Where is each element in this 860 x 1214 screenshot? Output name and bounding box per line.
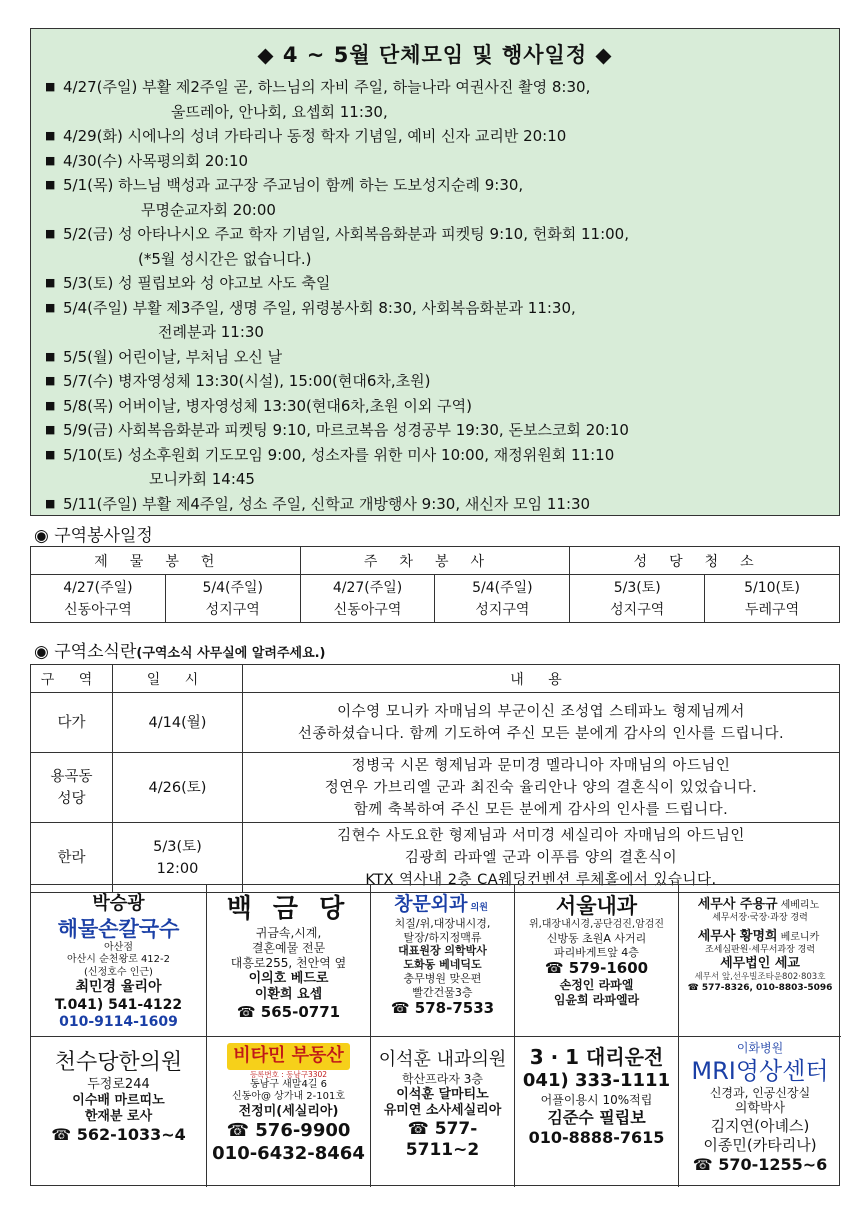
service-date: 5/3(토) bbox=[613, 579, 661, 596]
event-item bbox=[31, 443, 839, 492]
ad-line: 동남구 새말4길 6 bbox=[249, 1078, 328, 1090]
ad-box bbox=[515, 885, 679, 1037]
square-bullet-icon: ■ bbox=[45, 178, 56, 191]
ad-line: 어플이용시 10%적립 bbox=[540, 1092, 653, 1107]
ad-box bbox=[371, 885, 515, 1037]
square-bullet-icon: ■ bbox=[45, 374, 56, 387]
ad-box bbox=[371, 1037, 515, 1187]
ad-line: 010-9114-1609 bbox=[59, 1014, 178, 1031]
news-line: 정연우 가브리엘 군과 최진숙 율리안나 양의 결혼식이 있었습니다. bbox=[324, 779, 758, 796]
event-item bbox=[31, 492, 839, 517]
service-area: 성지구역 bbox=[610, 601, 665, 618]
square-bullet-icon: ■ bbox=[45, 496, 56, 510]
ad-line: 대흥로255, 천안역 옆 bbox=[230, 955, 347, 970]
radio-bullet-icon: ◉ bbox=[34, 526, 49, 546]
event-item bbox=[31, 271, 839, 296]
event-item bbox=[31, 296, 839, 345]
ad-box bbox=[31, 885, 207, 1037]
ad-line: 아산시 순천왕로 412-2 bbox=[66, 954, 171, 966]
ad-box bbox=[31, 1037, 207, 1187]
news-line: 김현수 사도요한 형제님과 서미경 세실리아 자매님의 아드님인 bbox=[337, 827, 745, 844]
ad-line: 빨간건물3층 bbox=[412, 985, 473, 999]
service-cell bbox=[31, 575, 166, 623]
ad-line: 010-6432-8464 bbox=[212, 1142, 365, 1164]
ad-line: ☎ 570-1255~6 bbox=[692, 1154, 828, 1174]
square-bullet-icon: ■ bbox=[45, 447, 56, 461]
news-line: 이수영 모니카 자매님의 부군이신 조성엽 스테파노 형제님께서 bbox=[337, 703, 745, 720]
service-date: 4/27(주일) bbox=[332, 579, 403, 596]
ad-box bbox=[679, 1037, 841, 1187]
service-date: 4/27(주일) bbox=[63, 579, 133, 596]
event-text: 4/27(주일) 부활 제2주일 곧, 하느님의 자비 주일, 하늘나라 여권사진 촬영 8:30, bbox=[63, 78, 591, 96]
ads-grid bbox=[30, 884, 840, 1186]
ad-line: 대표원장 의학박사 bbox=[398, 944, 487, 958]
event-text: 5/9(금) 사회복음화분과 피켓팅 9:10, 마르코복음 성경공부 19:30, 돈보스코회 20:10 bbox=[63, 421, 629, 439]
event-item bbox=[31, 173, 839, 222]
ad-line: 3 · 1 대리운전 bbox=[529, 1045, 664, 1069]
ad-line: 두정로244 bbox=[87, 1076, 150, 1092]
ad-line: 위,대장내시경,공단검진,암검진 bbox=[528, 919, 665, 931]
ad-line: 세무서장·국장·과장 경력 bbox=[712, 913, 808, 924]
square-bullet-icon: ■ bbox=[45, 80, 56, 93]
ad-line: 치질/위,대장내시경, bbox=[394, 916, 491, 930]
ad-line: ☎ 562-1033~4 bbox=[51, 1125, 186, 1145]
event-text: 5/1(목) 하느님 백성과 교구장 주교님이 함께 하는 도보성지순례 9:30, bbox=[63, 176, 524, 194]
ad-line: 010-8888-7615 bbox=[528, 1127, 665, 1147]
news-line: 선종하셨습니다. 함께 기도하여 주신 모든 분에게 감사의 인사를 드립니다. bbox=[297, 725, 785, 742]
news-line: 김광희 라파엘 군과 이푸름 양의 결혼식이 bbox=[404, 849, 678, 866]
event-item bbox=[31, 418, 839, 443]
news-row bbox=[31, 693, 840, 753]
ad-line: 천수당한의원 bbox=[54, 1050, 183, 1075]
ad-line: 이수배 마르띠노 bbox=[72, 1092, 165, 1108]
ad-line: 이환희 요셉 bbox=[254, 986, 323, 1002]
events-title: ◆ 4 ~ 5월 단체모임 및 행사일정 ◆ bbox=[257, 43, 613, 67]
event-text: 4/30(수) 사목평의회 20:10 bbox=[63, 151, 249, 170]
header-content: 내 용 bbox=[243, 665, 840, 693]
ad-line: 비타민 부동산 bbox=[227, 1043, 350, 1070]
ad-line: 세무법인 세교 bbox=[720, 956, 800, 971]
news-area: 다가 bbox=[31, 693, 113, 753]
square-bullet-icon: ■ bbox=[45, 153, 56, 167]
square-bullet-icon: ■ bbox=[45, 300, 56, 314]
news-content bbox=[243, 693, 840, 753]
service-table bbox=[30, 546, 840, 623]
ad-line-group bbox=[679, 925, 841, 945]
square-bullet-icon: ■ bbox=[45, 227, 56, 240]
service-date: 5/4(주일) bbox=[472, 579, 533, 596]
news-area: 용곡동 성당 bbox=[31, 753, 113, 823]
square-bullet-icon: ■ bbox=[45, 349, 56, 363]
news-line: KTX 역사내 2층 CA웨딩컨벤션 루체홀에서 있습니다. bbox=[365, 871, 717, 888]
square-bullet-icon: ■ bbox=[45, 398, 56, 412]
ad-line: 서울내과 bbox=[555, 894, 638, 918]
service-area: 신동아구역 bbox=[64, 601, 132, 618]
event-continuation: 무명순교자회 20:00 bbox=[141, 200, 276, 219]
news-row bbox=[31, 823, 840, 893]
square-bullet-icon: ■ bbox=[45, 423, 56, 436]
ad-line: 조세심판원·세무서과장 경력 bbox=[704, 944, 816, 955]
service-area: 성지구역 bbox=[205, 601, 260, 618]
news-date: 4/26(토) bbox=[113, 753, 243, 823]
service-cell bbox=[165, 575, 300, 623]
ad-line: ☎ 579-1600 bbox=[544, 959, 649, 978]
ad-line: (신정호수 인근) bbox=[84, 966, 153, 978]
service-area: 신동아구역 bbox=[333, 601, 402, 618]
ad-line: 전정미(세실리아) bbox=[238, 1103, 339, 1119]
service-section-title: ◉ 구역봉사일정 bbox=[34, 526, 153, 546]
news-line: 정병국 시몬 형제님과 문미경 멜라니아 자매님의 아드님인 bbox=[351, 757, 731, 774]
header-offering: 제물봉헌 bbox=[31, 547, 301, 575]
service-date: 5/4(주일) bbox=[202, 579, 263, 596]
event-item bbox=[31, 222, 839, 271]
ad-line: 세무사 주용규 bbox=[697, 897, 778, 912]
ad-line: 탈장/하지정맥류 bbox=[403, 930, 482, 944]
event-text: 5/4(주일) 부활 제3주일, 생명 주일, 위령봉사회 8:30, 사회복음화분과 11:30, bbox=[63, 298, 576, 317]
ad-line: 충무병원 맞은편 bbox=[403, 971, 482, 985]
service-cell bbox=[300, 575, 435, 623]
ad-line: 의학박사 bbox=[734, 1101, 786, 1116]
ad-line: 손정인 라파엘 bbox=[559, 978, 634, 992]
ad-line: 아산점 bbox=[104, 941, 133, 953]
event-continuation: 울뜨레아, 안나회, 요셉회 11:30, bbox=[171, 102, 388, 121]
news-row bbox=[31, 753, 840, 823]
ad-line: 이화병원 bbox=[736, 1041, 784, 1055]
square-bullet-icon: ■ bbox=[45, 129, 56, 142]
ad-line-group bbox=[679, 893, 841, 913]
ad-line: 최민경 율리아 bbox=[75, 979, 162, 996]
ad-line: 신방동 초원A 사거리 bbox=[546, 931, 647, 945]
news-content bbox=[243, 823, 840, 893]
service-cell bbox=[435, 575, 570, 623]
ad-line-group bbox=[371, 893, 514, 917]
ad-line: 베로니카 bbox=[780, 931, 820, 943]
service-date: 5/10(토) bbox=[744, 579, 800, 596]
ad-line: ☎ 576-9900 bbox=[226, 1120, 351, 1142]
event-item bbox=[31, 75, 839, 124]
event-continuation: 모니카회 14:45 bbox=[149, 470, 255, 488]
events-list bbox=[31, 75, 839, 516]
ad-line: ☎ 577-5711~2 bbox=[405, 1119, 480, 1161]
event-text: 4/29(화) 시에나의 성녀 가타리나 동정 학자 기념일, 예비 신자 교리반 20:10 bbox=[63, 127, 567, 145]
news-date: 5/3(토) 12:00 bbox=[113, 823, 243, 893]
service-cell bbox=[570, 575, 705, 623]
ad-line: 한재분 로사 bbox=[84, 1109, 153, 1124]
event-text: 5/2(금) 성 아타나시오 주교 학자 기념일, 사회복음화분과 피켓팅 9:10, 헌화회 11:00, bbox=[63, 225, 629, 243]
ad-line: 등록번호 : 동남구3302 bbox=[249, 1069, 328, 1079]
ad-line: 의원 bbox=[470, 903, 488, 913]
event-item bbox=[31, 369, 839, 394]
ad-box bbox=[207, 1037, 371, 1187]
event-text: 5/7(수) 병자영성체 13:30(시설), 15:00(현대6차,초원) bbox=[63, 372, 431, 390]
ad-line: 학산프라자 3층 bbox=[401, 1071, 483, 1086]
event-text: 5/8(목) 어버이날, 병자영성체 13:30(현대6차,초원 이외 구역) bbox=[63, 396, 473, 415]
ad-line: ☎ 577-8326, 010-8803-5096 bbox=[687, 982, 833, 993]
ad-line: 결혼예물 전문 bbox=[251, 940, 326, 955]
ad-line: 세무사 황명희 bbox=[697, 928, 778, 944]
header-area: 구 역 bbox=[31, 665, 113, 693]
ad-line: 김지연(아녜스) bbox=[710, 1117, 810, 1136]
ad-line: 041) 333-1111 bbox=[522, 1070, 671, 1091]
header-cleaning: 성당청소 bbox=[570, 547, 840, 575]
ad-line: 세베리노 bbox=[780, 900, 820, 911]
ad-line: 백 금 당 bbox=[226, 894, 351, 924]
ad-line: 김준수 필립보 bbox=[547, 1107, 646, 1127]
square-bullet-icon: ■ bbox=[45, 276, 56, 289]
event-item bbox=[31, 345, 839, 370]
ad-line: 이의호 베드로 bbox=[248, 970, 329, 986]
event-text: 5/11(주일) 부활 제4주일, 성소 주일, 신학교 개방행사 9:30, 새신자 모임 11:30 bbox=[63, 494, 591, 513]
ad-line: 신경과, 인공신장실 bbox=[709, 1086, 811, 1100]
event-continuation: 전례분과 11:30 bbox=[158, 323, 264, 341]
news-area: 한라 bbox=[31, 823, 113, 893]
ad-line: MRI영상센터 bbox=[691, 1057, 829, 1085]
ad-line: 신동아@ 상가내 2-101호 bbox=[231, 1091, 346, 1103]
news-line: 함께 축복하여 주신 모든 분에게 감사의 인사를 드립니다. bbox=[353, 801, 729, 818]
ad-box bbox=[207, 885, 371, 1037]
news-section-title: ◉ 구역소식란(구역소식 사무실에 알려주세요.) bbox=[34, 642, 326, 662]
events-box bbox=[30, 28, 840, 516]
radio-bullet-icon: ◉ bbox=[34, 642, 49, 662]
ad-line: 박승광 bbox=[92, 893, 145, 914]
news-content bbox=[243, 753, 840, 823]
event-continuation: (*5월 성시간은 없습니다.) bbox=[138, 249, 312, 268]
service-area: 성지구역 bbox=[475, 601, 530, 618]
ad-box bbox=[679, 885, 841, 1037]
news-date: 4/14(월) bbox=[113, 693, 243, 753]
ad-line: 파리바게트앞 4층 bbox=[554, 945, 639, 959]
event-item bbox=[31, 394, 839, 419]
ad-line: 유미연 소사세실리아 bbox=[383, 1102, 502, 1118]
ad-line: 세무서 앞,선우빌조타운802·803호 bbox=[694, 972, 826, 983]
event-item bbox=[31, 124, 839, 149]
event-item bbox=[31, 149, 839, 174]
service-area: 두레구역 bbox=[745, 601, 800, 618]
ad-line: 이종민(카타리나) bbox=[703, 1136, 817, 1154]
event-text: 5/3(토) 성 필립보와 성 야고보 사도 축일 bbox=[63, 274, 331, 292]
header-parking: 주차봉사 bbox=[300, 547, 570, 575]
service-cell bbox=[705, 575, 840, 623]
event-text: 5/5(월) 어린이날, 부처님 오신 날 bbox=[63, 347, 283, 366]
ad-line: ☎ 565-0771 bbox=[236, 1003, 341, 1021]
ad-line: 창문외과 bbox=[394, 893, 468, 915]
news-table bbox=[30, 664, 840, 893]
ad-line: 해물손칼국수 bbox=[57, 916, 180, 941]
ad-line: 귀금속,시계, bbox=[255, 925, 322, 940]
ad-line: T.041) 541-4122 bbox=[54, 996, 183, 1013]
ad-line: ☎ 578-7533 bbox=[390, 999, 495, 1018]
ad-box bbox=[515, 1037, 679, 1187]
ad-line: 이석훈 내과의원 bbox=[378, 1049, 507, 1070]
ad-line: 이석훈 달마티노 bbox=[396, 1086, 489, 1102]
ad-line: 임윤희 라파엘라 bbox=[553, 993, 640, 1007]
ad-line: 도화동 베네딕도 bbox=[403, 958, 482, 971]
header-datetime: 일 시 bbox=[113, 665, 243, 693]
event-text: 5/10(토) 성소후원회 기도모임 9:00, 성소자를 위한 미사 10:00, 재정위원회 11:10 bbox=[63, 445, 615, 464]
